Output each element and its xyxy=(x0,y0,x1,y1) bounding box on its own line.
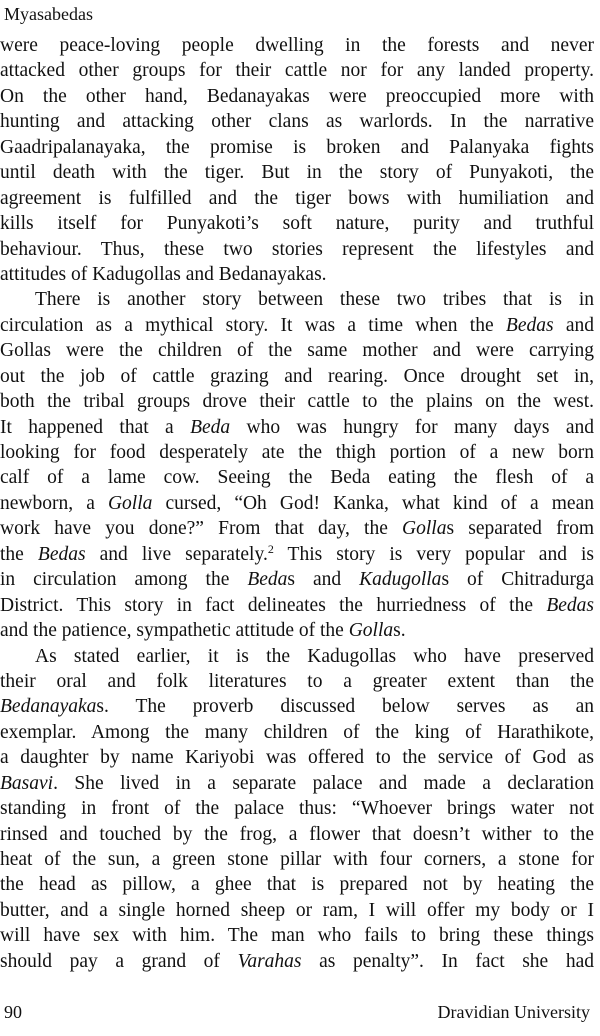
text-span: cursed, “Oh God! Kanka, what kind of a mean xyxy=(152,492,594,514)
text-span: as penalty”. In fact she had xyxy=(301,950,594,972)
text-line xyxy=(0,822,594,847)
text-line xyxy=(0,720,594,745)
text-line xyxy=(0,415,594,440)
text-line xyxy=(0,389,594,414)
text-span: agreement is fulfilled and the tiger bows with humiliation and xyxy=(0,187,594,209)
italic-term: Varahas xyxy=(237,950,302,972)
text-span: s of Chitradurga xyxy=(441,569,594,591)
text-span: Gollas were the children of the same mother and were carrying xyxy=(0,340,594,362)
publisher-footer: Dravidian University xyxy=(437,1002,590,1022)
text-line xyxy=(0,771,594,796)
text-line xyxy=(0,644,594,669)
text-line xyxy=(0,186,594,211)
italic-term: Kadugolla xyxy=(359,569,442,591)
text-span: hunting and attacking other clans as warlords. In the narrative xyxy=(0,111,594,133)
text-line xyxy=(0,669,594,694)
italic-term: Bedas xyxy=(546,594,594,616)
text-line xyxy=(0,618,594,643)
text-line xyxy=(0,593,594,618)
text-span: and live separately. xyxy=(85,543,268,565)
text-line xyxy=(0,287,594,312)
italic-term: Golla xyxy=(348,620,394,642)
page-number: 90 xyxy=(4,1002,22,1022)
text-line xyxy=(0,338,594,363)
text-span: District. This story in fact delineates the hurriedness of the xyxy=(0,594,547,616)
text-span: calf of a lame cow. Seeing the Beda eating the flesh of a xyxy=(0,467,594,489)
text-line xyxy=(0,33,594,58)
text-line xyxy=(0,84,594,109)
text-line xyxy=(0,491,594,516)
text-line xyxy=(0,465,594,490)
text-span: and xyxy=(553,314,594,336)
text-line xyxy=(0,949,594,974)
text-span: standing in front of the palace thus: “Whoever brings water not xyxy=(0,798,594,820)
text-line xyxy=(0,516,594,541)
text-line xyxy=(0,847,594,872)
text-line xyxy=(0,160,594,185)
text-span: s. xyxy=(393,620,406,642)
text-span: As stated earlier, it is the Kadugollas who have preserved xyxy=(35,645,594,667)
text-line xyxy=(0,745,594,770)
text-span: attitudes of Kadugollas and Bedanayakas. xyxy=(0,263,327,285)
text-line xyxy=(0,211,594,236)
text-span: exemplar. Among the many children of the king of Harathikote, xyxy=(0,721,594,743)
text-span: heat of the sun, a green stone pillar with four corners, a stone for xyxy=(0,849,594,870)
text-span: until death with the tiger. But in the story of Punyakoti, the xyxy=(0,162,594,184)
text-span: were peace-loving people dwelling in the forests and never xyxy=(0,35,594,56)
text-span: the head as pillow, a ghee that is prepared not by heating the xyxy=(0,874,594,896)
text-line xyxy=(0,923,594,948)
text-line xyxy=(0,694,594,719)
text-span: their oral and folk literatures to a greater extent than the xyxy=(0,670,594,692)
italic-term: Bedas xyxy=(505,314,554,336)
italic-term: Beda xyxy=(190,416,231,438)
text-line xyxy=(0,262,594,287)
italic-term: Basavi xyxy=(0,772,54,794)
text-line xyxy=(0,898,594,923)
text-span: a daughter by name Kariyobi was offered to the service of God as xyxy=(0,747,594,769)
text-line xyxy=(0,109,594,134)
italic-term: Bedas xyxy=(37,543,86,565)
text-span: behaviour. Thus, these two stories represent the lifestyles and xyxy=(0,238,594,260)
text-span: s and xyxy=(287,569,360,591)
text-line xyxy=(0,58,594,83)
text-line xyxy=(0,364,594,389)
text-span: out the job of cattle grazing and rearing. Once drought set in, xyxy=(0,365,594,387)
footnote-marker: 2 xyxy=(267,541,274,556)
text-line xyxy=(0,796,594,821)
text-span: There is another story between these two tribes that is in xyxy=(35,289,594,311)
text-span: s. The proverb discussed below serves as an xyxy=(96,696,594,718)
text-span: work have you done?” From that day, the xyxy=(0,518,403,540)
text-span: the xyxy=(0,543,38,565)
text-span: butter, and a single horned sheep or ram, I will offer my body or I xyxy=(0,899,594,921)
text-span: in circulation among the xyxy=(0,569,248,591)
text-span: circulation as a mythical story. It was a time when the xyxy=(0,314,506,336)
text-line xyxy=(0,440,594,465)
text-span: and the patience, sympathetic attitude of the xyxy=(0,620,349,642)
text-span: who was hungry for many days and xyxy=(230,416,594,438)
body-text xyxy=(0,33,594,974)
text-span: should pay a grand of xyxy=(0,950,238,972)
text-span: s separated from xyxy=(446,518,594,540)
text-span: both the tribal groups drove their cattle to the plains on the west. xyxy=(0,391,594,413)
italic-term: Beda xyxy=(247,569,288,591)
italic-term: Bedanayaka xyxy=(0,696,97,718)
text-span: . She lived in a separate palace and made a declaration xyxy=(53,772,594,794)
italic-term: Golla xyxy=(107,492,153,514)
text-span: Gaadripalanayaka, the promise is broken and Palanyaka fights xyxy=(0,136,594,158)
text-span: looking for food desperately ate the thigh portion of a new born xyxy=(0,442,594,463)
text-line xyxy=(0,313,594,338)
text-span: It happened that a xyxy=(0,416,191,438)
text-line xyxy=(0,542,594,567)
text-span: attacked other groups for their cattle nor for any landed property. xyxy=(0,60,594,82)
text-span: This story is very popular and is xyxy=(273,543,594,565)
italic-term: Golla xyxy=(402,518,447,540)
text-line xyxy=(0,872,594,897)
text-line xyxy=(0,135,594,160)
text-line xyxy=(0,237,594,262)
text-span: kills itself for Punyakoti’s soft nature, purity and truthful xyxy=(0,213,594,235)
running-head: Myasabedas xyxy=(4,4,93,24)
text-line xyxy=(0,567,594,592)
text-span: newborn, a xyxy=(0,492,108,514)
text-span: will have sex with him. The man who fails to bring these things xyxy=(0,925,594,947)
text-span: On the other hand, Bedanayakas were preoccupied more with xyxy=(0,85,594,107)
text-span: rinsed and touched by the frog, a flower that doesn’t wither to the xyxy=(0,823,594,845)
